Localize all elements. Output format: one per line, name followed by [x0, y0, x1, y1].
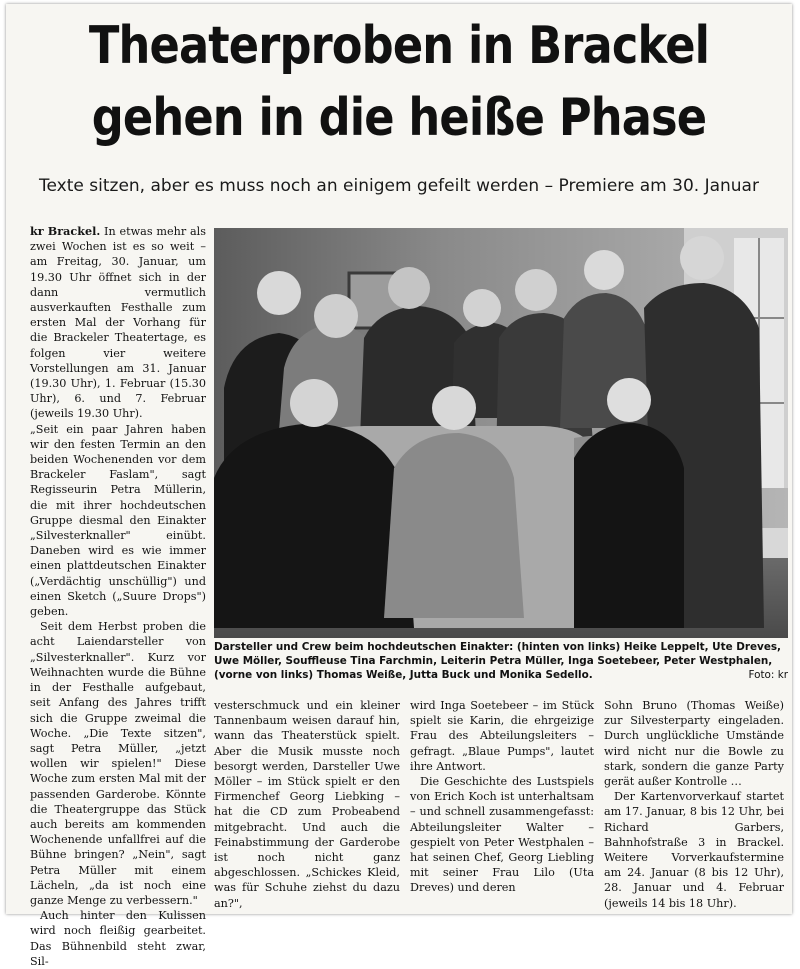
headline-line-2: gehen in die heiße Phase — [91, 88, 707, 148]
paragraph-9: Der Kartenvorverkauf startet am 17. Januar, 8 bis 12 Uhr, bei Richard Garbers, Bahnhofstraße 3 in Brackel. Weitere Vorverkaufstermine am 24. Januar (8 bis 12 Uhr), 28. Januar und 4. Februar (jeweils 14 bis 18 Uhr). — [604, 790, 784, 910]
subheadline: Texte sitzen, aber es muss noch an einigem gefeilt werden – Premiere am 30. Januar — [39, 176, 759, 196]
paragraph-7: Die Geschichte des Lustspiels von Erich Koch ist unterhaltsam – und schnell zusammengefasst: Abteilungsleiter Walter – gespielt von Peter Westphalen – hat seinen Chef, Georg Liebling mit seiner Frau Lilo (Uta Dreves) und deren — [410, 775, 594, 895]
paragraph-6: wird Inga Soetebeer – im Stück spielt sie Karin, die ehrgeizige Frau des Abteilungsleiters – gefragt. „Blaue Pumps", lautet ihre Antwort. — [410, 699, 594, 773]
paragraph-2: „Seit ein paar Jahren haben wir den festen Termin an den beiden Wochenenden vor dem Brackeler Faslam", sagt Regisseurin Petra Müllerin, die mit ihrer hochdeutschen Gruppe diesmal den Einakter „Silvesterknaller" einübt. Daneben wird es wie immer einen plattdeutschen Einakter („Verdächtig unschüllig") und einen Sketch („Suure Drops") geben. — [30, 422, 206, 619]
paragraph-8: Sohn Bruno (Thomas Weiße) zur Silvesterparty eingeladen. Durch unglückliche Umstände wird nicht nur die Bowle zu stark, sondern die ganze Party gerät außer Kontrolle … — [604, 699, 784, 789]
group-photo-image — [214, 228, 788, 638]
article-column-2 — [214, 698, 400, 911]
group-photo — [214, 228, 788, 638]
paragraph-1 — [30, 224, 206, 422]
article-column-1 — [30, 224, 206, 969]
photo-caption — [214, 640, 788, 682]
newspaper-clipping — [6, 4, 792, 968]
paragraph-5: vesterschmuck und ein kleiner Tannenbaum weisen darauf hin, wann das Theaterstück spielt. Aber die Musik musste noch besorgt werden, Darsteller Uwe Möller – im Stück spielt er den Firmenchef Georg Liebking – hat die CD zum Probeabend mitgebracht. Und auch die Feinabstimmung der Garderobe ist noch nicht ganz abgeschlossen. „Schickes Kleid, was für Schuhe ziehst du dazu an?", — [214, 699, 400, 910]
article-column-4 — [604, 698, 784, 911]
article-column-3 — [410, 698, 594, 896]
paragraph-1-text: In etwas mehr als zwei Wochen ist es so weit – am Freitag, 30. Januar, um 19.30 Uhr öffnet sich in der dann vermutlich ausverkauften Festhalle zum ersten Mal der Vorhang für die Brackeler Theatertage, es folgen vier weitere Vorstellungen am 31. Januar (19.30 Uhr), 1. Februar (15.30 Uhr), 6. und 7. Februar (jeweils 19.30 Uhr). — [30, 225, 206, 421]
paragraph-3: Seit dem Herbst proben die acht Laiendarsteller von „Silvesterknaller". Kurz vor Weihnachten wurde die Bühne in der Festhalle aufgebaut, seit Anfang des Jahres trifft sich die Gruppe zweimal die Woche. „Die Texte sitzen", sagt Petra Müller, „jetzt wollen wir spielen!" Diese Woche zum ersten Mal mit der passenden Garderobe. Könnte die Theatergruppe das Stück auch bereits am kommenden Wochenende unfallfrei auf die Bühne bringen? „Nein", sagt Petra Müller mit einem Lächeln, „da ist noch eine ganze Menge zu verbessern." — [30, 620, 206, 907]
photo-credit: Foto: kr — [748, 669, 788, 681]
paragraph-4: Auch hinter den Kulissen wird noch fleißig gearbeitet. Das Bühnenbild steht zwar, Sil- — [30, 909, 206, 968]
dateline: kr Brackel. — [30, 224, 101, 238]
caption-text: Darsteller und Crew beim hochdeutschen Einakter: (hinten von links) Heike Leppelt, Ute Dreves, Uwe Möller, Souffleuse Tina Farchmin, Leiterin Petra Müller, Inga Soetebeer, Peter Westphalen, (vorne von links) Thomas Weiße, Jutta Buck und Monika Sedello. — [214, 641, 782, 681]
headline-line-1: Theaterproben in Brackel — [88, 16, 710, 76]
